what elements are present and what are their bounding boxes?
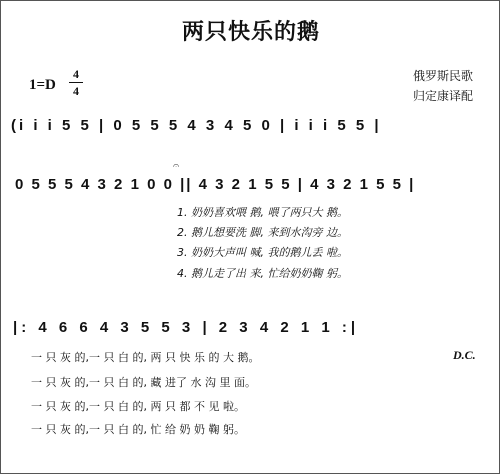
- credit-origin: 俄罗斯民歌: [412, 69, 473, 83]
- notation-line-2: 0 5 5 5 4 3 2 1 0 0 || 4 3 2 1 5 5 | 4 3 2 1 5 5 |: [15, 176, 416, 193]
- verse-lyric-4: 4. 鹅儿走了出 来, 忙给奶奶鞠 躬。: [177, 267, 348, 280]
- verse-lyric-3: 3. 奶奶大声叫 喊, 我的鹅儿丢 啦。: [177, 246, 348, 259]
- dc-mark: D.C.: [453, 348, 476, 362]
- time-bottom: 4: [73, 84, 79, 98]
- credit-arranger: 归定康译配: [412, 89, 473, 103]
- time-top: 4: [73, 67, 79, 81]
- key-signature: 1=D: [29, 77, 56, 93]
- fermata-icon: 𝄐: [173, 159, 180, 172]
- chorus-lyric-4: 一 只 灰 的,一 只 白 的, 忙 给 奶 奶 鞠 躬。: [31, 423, 245, 436]
- chorus-lyric-3: 一 只 灰 的,一 只 白 的, 两 只 都 不 见 啦。: [31, 400, 245, 413]
- verse-lyric-1: 1. 奶奶喜欢喂 鹅, 喂了两只大 鹅。: [177, 206, 348, 219]
- time-signature: [69, 67, 83, 98]
- notation-line-1: (i i i 5 5 | 0 5 5 5 4 3 4 5 0 | i i i 5 5 |: [11, 117, 382, 134]
- time-divider: [69, 82, 83, 83]
- chorus-lyric-1: 一 只 灰 的,一 只 白 的, 两 只 快 乐 的 大 鹅。: [31, 351, 260, 364]
- notation-line-3: |: 4 6 6 4 3 5 5 3 | 2 3 4 2 1 1 :|: [13, 319, 360, 336]
- chorus-lyric-2: 一 只 灰 的,一 只 白 的, 藏 进了 水 沟 里 面。: [31, 376, 256, 389]
- verse-lyric-2: 2. 鹅儿想要洗 脚, 来到水沟旁 边。: [177, 226, 348, 239]
- song-title: 两只快乐的鹅: [181, 19, 320, 45]
